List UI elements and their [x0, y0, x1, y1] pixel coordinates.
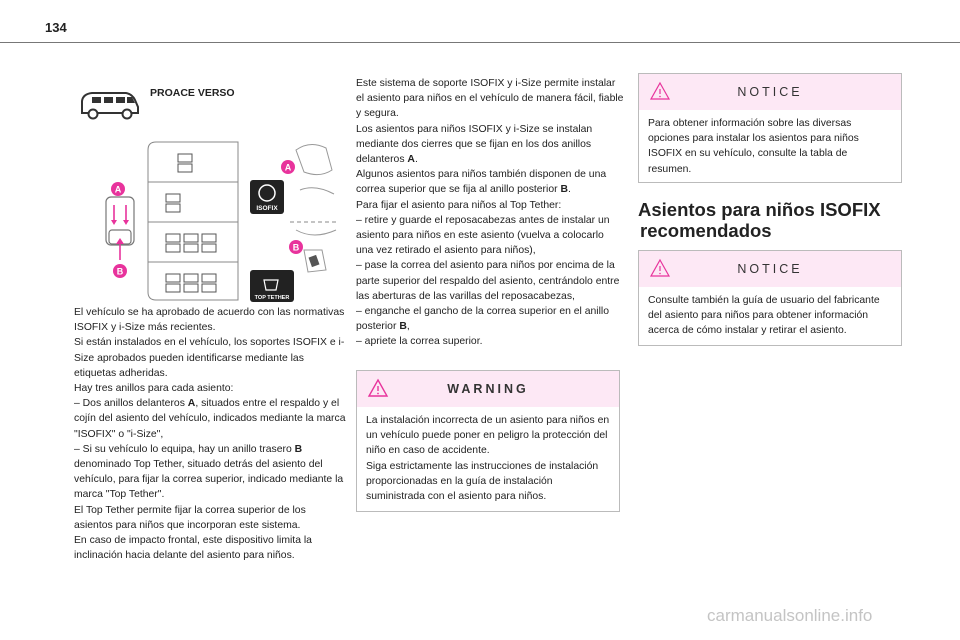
paragraph: Para fijar el asiento para niños al Top Tether: — [356, 199, 562, 211]
svg-text:ISOFIX: ISOFIX — [256, 205, 278, 212]
seat-side-view — [106, 197, 134, 245]
notice-title: NOTICE — [737, 262, 803, 276]
notice-box-1 — [638, 73, 902, 183]
paragraph: El vehículo se ha aprobado de acuerdo con las normativas ISOFIX y i-Size más recientes. — [74, 307, 345, 334]
notice-header — [639, 74, 901, 110]
paragraph: El Top Tether permite fijar la correa superior de los asientos para niños que incorporan este sistema. — [74, 504, 306, 531]
svg-text:A: A — [114, 184, 122, 195]
list-item: – Dos anillos delanteros A, situados entre el respaldo y el cojín del asiento del vehículo, indicados mediante la marca "ISOFIX" o "i-Size", — [74, 398, 346, 440]
paragraph: Algunos asientos para niños también disponen de una correa superior que se fija al anillo posterior B. — [356, 169, 607, 196]
warning-header — [357, 371, 619, 407]
warning-box — [356, 370, 620, 512]
svg-text:A: A — [284, 162, 292, 173]
paragraph: Hay tres anillos para cada asiento: — [74, 383, 234, 395]
svg-text:TOP TETHER: TOP TETHER — [254, 295, 290, 301]
model-title: PROACE VERSO — [150, 87, 235, 99]
watermark: carmanualsonline.info — [707, 606, 873, 625]
list-item: – retire y guarde el reposacabezas antes de instalar un asiento para niños en este asiento (vuelva a colocarlo una vez retirado el asiento para niños), — [356, 214, 610, 257]
list-item: – Si su vehículo lo equipa, hay un anillo trasero B denominado Top Tether, situado detrás del asiento del vehículo, para fijar la correa superior, indicado mediante la marca "Top Tether". — [74, 443, 344, 501]
list-item: – pase la correa del asiento para niños por encima de la parte superior del respaldo del asiento, centrándolo entre las aberturas de las varillas del reposacabezas, — [356, 260, 620, 302]
notice-title: NOTICE — [737, 85, 803, 99]
paragraph: Este sistema de soporte ISOFIX y i-Size permite instalar el asiento para niños en el vehículo de manera fácil, fiable y segura. — [356, 78, 624, 120]
paragraph: Si están instalados en el vehículo, los soportes ISOFIX e i-Size aprobados pueden identificarse mediante las etiquetas adheridas. — [74, 337, 345, 379]
warning-triangle-icon — [367, 378, 389, 398]
section-heading: Asientos para niños ISOFIX recomendados — [638, 199, 881, 241]
column-middle — [356, 76, 624, 350]
svg-text:B: B — [116, 266, 124, 277]
list-item: – enganche el gancho de la correa superior en el anillo posterior B, — [356, 306, 610, 333]
page-number: 134 — [45, 20, 67, 35]
paragraph: Los asientos para niños ISOFIX y i-Size se instalan mediante dos cierres que se fijan en los dos anillos delanteros A. — [356, 123, 593, 166]
notice-header — [639, 251, 901, 287]
paragraph: Siga estrictamente las instrucciones de instalación proporcionadas en la guía de instalación suministrada con el asiento para niños. — [366, 460, 599, 503]
notice-box-2 — [638, 250, 902, 346]
list-item: – apriete la correa superior. — [356, 336, 483, 348]
paragraph: La instalación incorrecta de un asiento para niños en un vehículo puede poner en peligro la protección del niño en caso de accidente. — [366, 415, 610, 457]
paragraph: En caso de impacto frontal, este dispositivo limita la inclinación hacia delante del asiento para niños. — [74, 535, 312, 562]
notice-body: Consulte también la guía de usuario del fabricante del asiento para niños para obtener información acerca de cómo instalar y retirar el asiento. — [648, 295, 880, 337]
column-left — [74, 305, 346, 563]
notice-body: Para obtener información sobre las diversas opciones para instalar los asientos para niños ISOFIX en su vehículo, consulte la tabla de resumen. — [648, 118, 859, 175]
warning-title: WARNING — [447, 382, 529, 396]
notice-triangle-icon — [649, 81, 671, 101]
warning-body — [357, 407, 619, 512]
svg-text:B: B — [292, 242, 300, 253]
header-divider — [0, 42, 960, 43]
notice-triangle-icon — [649, 258, 671, 278]
isofix-diagram — [100, 130, 340, 308]
van-icon — [78, 89, 140, 121]
